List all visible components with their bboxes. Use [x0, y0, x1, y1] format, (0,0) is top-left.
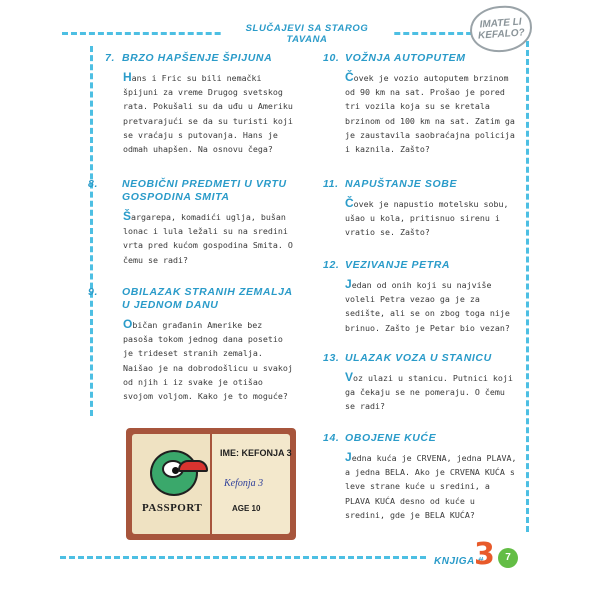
puzzle-title-text: OBOJENE KUĆE: [345, 432, 437, 444]
puzzle-text: argarepa, komadići uglja, bušan lonac i lula ležali su na sredini vrta pred kućom gospodina Smita. O čemu se radi?: [123, 212, 293, 265]
puzzle-text: oz ulazi u stanicu. Putnici koji ga čekaju se ne pomeraju. O čemu se radi?: [345, 373, 513, 412]
puzzle-text: ovek je vozio autoputem brzinom od 90 km na sat. Prošao je pored tri vozila koja su se kretala brzinom od 100 km na sat. Zatim ga je zaustavila saobraćajna policija i kaznila. Zašto?: [345, 73, 515, 155]
puzzle-title: [323, 259, 519, 272]
puzzle-7: [105, 52, 295, 156]
drop-cap: O: [123, 317, 133, 331]
puzzle-body: [323, 450, 519, 522]
puzzle-title-text: NAPUŠTANJE SOBE: [345, 178, 458, 190]
section-title: SLUČAJEVI SA STAROG TAVANA: [222, 23, 392, 45]
puzzle-13: [323, 352, 519, 414]
passport-label: PASSPORT: [142, 502, 203, 514]
puzzle-number: 10.: [323, 52, 340, 64]
puzzle-8: [88, 178, 295, 267]
left-dashed-border: [90, 46, 93, 416]
puzzle-title-text: VOŽNJA AUTOPUTEM: [345, 52, 466, 64]
puzzle-text: ovek je napustio motelsku sobu, ušao u kola, pritisnuo sirenu i vratio se. Zašto?: [345, 199, 509, 238]
book-number-label: KNJIGA #: [434, 556, 484, 567]
puzzle-title: [323, 52, 519, 65]
puzzle-title: [88, 286, 295, 312]
puzzle-body: [323, 277, 519, 335]
puzzle-title-text: VEZIVANJE PETRA: [345, 259, 451, 271]
passport-illustration: [126, 428, 296, 540]
puzzle-9: [88, 286, 295, 403]
puzzle-number: 8.: [88, 178, 98, 190]
puzzle-body: [105, 317, 295, 403]
monster-icon: [150, 450, 198, 496]
drop-cap: Č: [345, 196, 354, 210]
drop-cap: H: [123, 70, 132, 84]
right-dashed-border: [526, 32, 529, 532]
puzzle-body: [323, 196, 519, 240]
puzzle-14: [323, 432, 519, 522]
puzzle-12: [323, 259, 519, 335]
book-number: 3: [474, 537, 495, 572]
puzzle-title: [323, 432, 519, 445]
page-number-badge: 7: [498, 548, 518, 568]
puzzle-number: 11.: [323, 178, 339, 190]
monster-hat: [178, 460, 208, 472]
drop-cap: Č: [345, 70, 354, 84]
puzzle-text: edan od onih koji su najviše voleli Petra vezao ga je za sedište, ali se on zbog toga nije brinuo. Zašto je Petar bio vezan?: [345, 280, 510, 333]
puzzle-11: [323, 178, 519, 240]
passport-left-page: [132, 434, 210, 534]
puzzle-10: [323, 52, 519, 156]
puzzle-title: [105, 52, 295, 65]
kefalo-logo: IMATE LI KEFALO?: [468, 4, 533, 54]
passport-age: AGE 10: [232, 504, 261, 513]
puzzle-text: ans i Fric su bili nemački špijuni za vreme Drugog svetskog rata. Pokušali su da uđu u Ameriku pretvarajući se da su turisti koji se vraćaju s putovanja. Hans je odmah uhapšen. Na osnovu čega?: [123, 73, 293, 155]
puzzle-title-text: BRZO HAPŠENJE ŠPIJUNA: [122, 52, 273, 64]
puzzle-text: bičan građanin Amerike bez pasoša tokom jednog dana posetio je trideset stranih zemalja. Naišao je na dobrodošlicu u svakoj od njih i iz svake je otišao svojom voljom. Kako je to moguće?: [123, 320, 293, 402]
passport-signature: Kefonja 3: [224, 478, 264, 489]
bottom-dashed-border: [60, 556, 426, 559]
puzzle-number: 13.: [323, 352, 340, 364]
drop-cap: J: [345, 277, 352, 291]
drop-cap: J: [345, 450, 352, 464]
puzzle-body: [105, 70, 295, 156]
puzzle-text: edna kuća je CRVENA, jedna PLAVA, a jedna BELA. Ako je CRVENA KUĆA s leve strane kuće u sredini, a PLAVA KUĆA desno od kuće u sredini, gde je BELA KUĆA?: [345, 453, 517, 520]
drop-cap: Š: [123, 209, 132, 223]
puzzle-number: 7.: [105, 52, 115, 64]
puzzle-title: [323, 178, 519, 191]
puzzle-body: [323, 370, 519, 414]
passport-name: IME: KEFONJA 3: [220, 448, 292, 458]
puzzle-body: [323, 70, 519, 156]
puzzle-title-text: ULAZAK VOZA U STANICU: [345, 352, 492, 364]
puzzle-number: 9.: [88, 286, 98, 298]
puzzle-body: [105, 209, 295, 267]
puzzle-title: [88, 178, 295, 204]
puzzle-title: [323, 352, 519, 365]
puzzle-number: 14.: [323, 432, 340, 444]
puzzle-title-text: NEOBIČNI PREDMETI U VRTU GOSPODINA SMITA: [122, 178, 287, 203]
drop-cap: V: [345, 370, 354, 384]
puzzle-number: 12.: [323, 259, 340, 271]
puzzle-title-text: OBILAZAK STRANIH ZEMALJA U JEDNOM DANU: [122, 286, 293, 311]
